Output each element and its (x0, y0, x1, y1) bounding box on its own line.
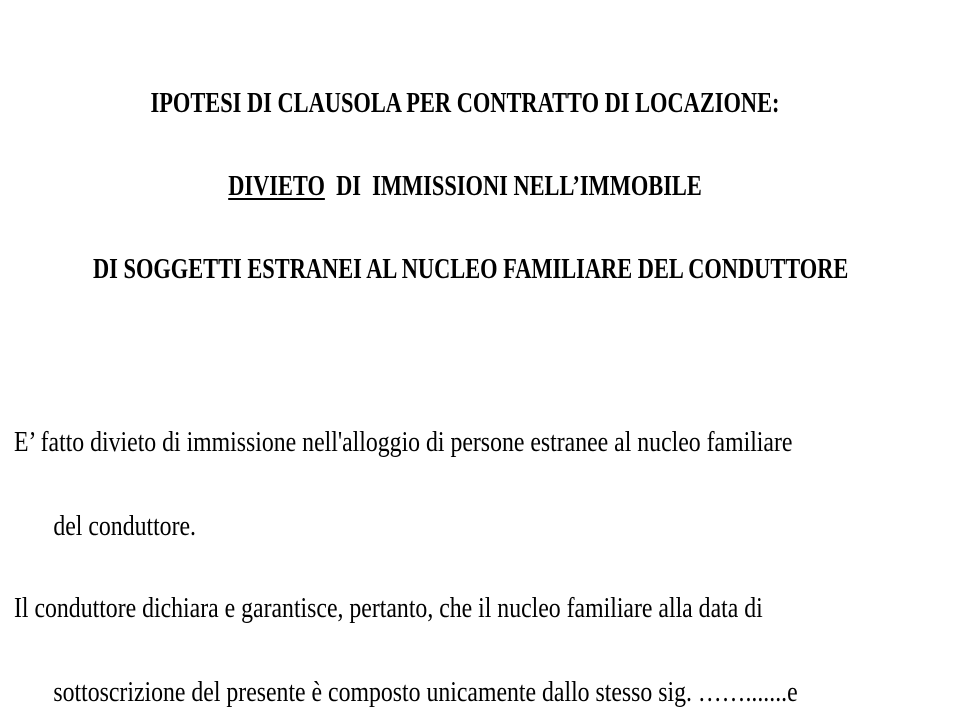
paragraph-2-continuation: sottoscrizione del presente è composto unicamente dallo stesso sig. …….......e (53, 676, 798, 708)
title-line-2 (93, 167, 837, 207)
title-line-2-rest: DI IMMISSIONI NELL’IMMOBILE (324, 171, 702, 202)
document-title (0, 84, 930, 333)
title-underlined-word: DIVIETO (228, 171, 325, 202)
title-line-1: IPOTESI DI CLAUSOLA PER CONTRATTO DI LOCAZIONE: (150, 88, 780, 119)
paragraph-1-first-line: E’ fatto divieto di immissione nell'alloggio di persone estranee al nucleo familiare (14, 426, 793, 458)
paragraph-1-continuation: del conduttore. (53, 510, 197, 542)
document-body (14, 420, 954, 714)
title-line-3: DI SOGGETTI ESTRANEI AL NUCLEO FAMILIARE DEL CONDUTTORE (93, 254, 849, 285)
paragraph-2-first-line: Il conduttore dichiara e garantisce, pertanto, che il nucleo familiare alla data di (14, 592, 763, 624)
